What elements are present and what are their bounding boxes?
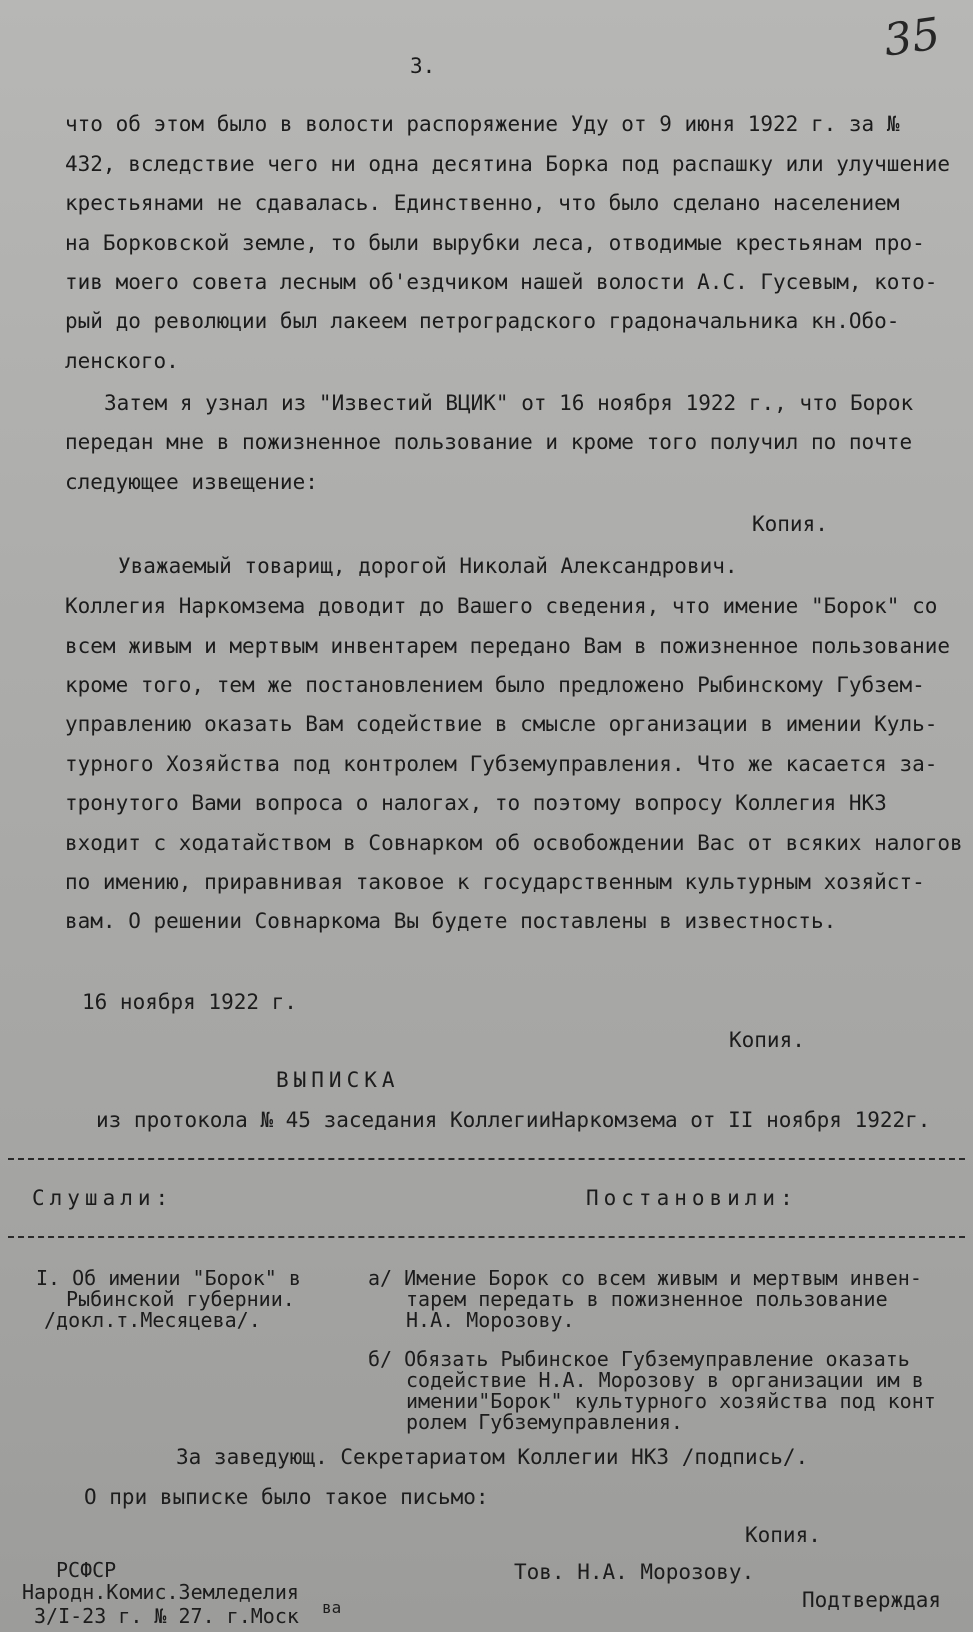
signature-line: За заведующ. Секретариатом Коллегии НКЗ /подпись/. [176,1445,809,1469]
table-divider [8,1158,965,1160]
paragraph2-line: Затем я узнал из "Известий ВЦИК" от 16 ноября 1922 г., что Борок [104,391,914,415]
letter-line: входит с ходатайством в Совнарком об освобождении Вас от всяких налогов [65,831,963,855]
letter-note: О при выписке было такое письмо: [84,1485,489,1509]
resolution-b-line: имении"Борок" культурного хозяйства под конт [406,1389,936,1413]
copy-label: Копия. [729,1028,805,1052]
letter-line: вам. О решении Совнаркома Вы будете поставлены в известность. [65,909,837,933]
stamp-line: РСФСР [56,1558,117,1582]
closing-word: Подтверждая [802,1588,942,1612]
letter-greeting: Уважаемый товарищ, дорогой Николай Александрович. [118,554,738,578]
agenda-item-line: I. Об имении "Борок" в [36,1266,301,1290]
table-divider [8,1236,965,1238]
letter-line: по имению, приравнивая таковое к государственным культурным хозяйст- [65,870,925,894]
resolution-a-line: а/ Имение Борок со всем живым и мертвым инвен- [368,1266,922,1290]
paragraph1-line: на Борковской земле, то были вырубки леса, отводимые крестьянам про- [65,231,925,255]
addressee: Тов. Н.А. Морозову. [514,1560,755,1584]
paragraph1-line: тив моего совета лесным об'ездчиком нашей волости А.С. Гусевым, кото- [65,270,938,294]
stamp-line: 3/I-23 г. № 27. г.Моск [34,1604,299,1628]
agenda-item-line: /докл.т.Месяцева/. [44,1308,261,1332]
page-number: 3. [410,54,436,78]
paragraph1-line: что об этом было в волости распоряжение Уду от 9 июня 1922 г. за № [65,112,900,136]
column-heard: Слушали: [32,1186,174,1210]
paragraph2-line: передан мне в пожизненное пользование и кроме того получил по почте [65,430,913,454]
paragraph1-line: крестьянами не сдавалась. Единственно, что было сделано населением [65,191,900,215]
letter-line: Коллегия Наркомзема доводит до Вашего сведения, что имение "Борок" со [65,594,938,618]
stamp-line-superscript: ва [322,1598,342,1617]
resolution-a-line: тарем передать в пожизненное пользование [406,1287,888,1311]
resolution-b-line: ролем Губземуправления. [406,1410,683,1434]
column-resolved: Постановили: [586,1186,798,1210]
letter-line: тронутого Вами вопроса о налогах, то поэтому вопросу Коллегия НКЗ [65,791,887,815]
agenda-item-line: Рыбинской губернии. [66,1287,295,1311]
extract-subtitle: из протокола № 45 заседания КоллегииНаркомзема от II ноября 1922г. [96,1108,931,1132]
folio-number: 35 [880,8,944,67]
paragraph1-line: рый до революции был лакеем петроградского градоначальника кн.Обо- [65,309,900,333]
copy-label: Копия. [752,512,828,536]
resolution-a-line: Н.А. Морозову. [406,1308,575,1332]
resolution-b-line: б/ Обязать Рыбинское Губземуправление оказать [368,1347,910,1371]
letter-line: турного Хозяйства под контролем Губземуправления. Что же касается за- [65,752,938,776]
letter-line: всем живым и мертвым инвентарем передано Вам в пожизненное пользование [65,634,951,658]
letter-line: управлению оказать Вам содействие в смысле организации в имении Куль- [65,712,938,736]
paragraph1-line: ленского. [65,349,179,373]
copy-label: Копия. [745,1523,821,1547]
extract-title: ВЫПИСКА [276,1068,400,1092]
stamp-line: Народн.Комис.Земледелия [22,1580,299,1604]
letter-date: 16 ноября 1922 г. [82,990,297,1014]
paragraph1-line: 432, вследствие чего ни одна десятина Борка под распашку или улучшение [65,152,951,176]
letter-line: кроме того, тем же постановлением было предложено Рыбинскому Губзем- [65,673,925,697]
resolution-b-line: содействие Н.А. Морозову в организации им в [406,1368,924,1392]
paragraph2-line: следующее извещение: [65,470,318,494]
